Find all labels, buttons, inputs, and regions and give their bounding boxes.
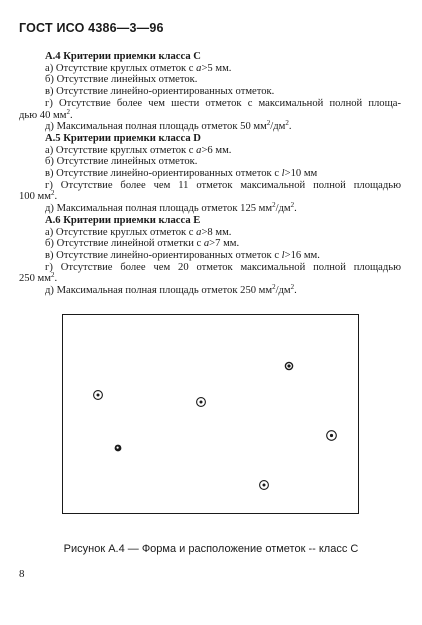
mark-4	[113, 443, 123, 453]
criterion-d-d-cont: 100 $мм^2$.	[19, 189, 58, 203]
criterion-c-d-cont: дью 40 $мм^2$.	[19, 107, 73, 121]
criterion-e-e: д) Максимальная полная площадь отметок 250 $мм^2/дм^2$.	[45, 283, 297, 297]
criterion-d-e: д) Максимальная полная площадь отметок 125 $мм^2/дм^2$.	[45, 201, 297, 215]
criterion-d-d: г) Отсутствие более чем 11 отметок максимальной полной площадью	[45, 179, 401, 191]
criterion-e-b: б) Отсутствие линейной отметки с а>7 мм.	[45, 238, 240, 250]
mark-5	[325, 429, 338, 442]
mark-3	[284, 361, 294, 371]
criterion-c-a: а) Отсутствие круглых отметок с а>5 мм.	[45, 62, 232, 74]
criterion-e-a: а) Отсутствие круглых отметок с а>8 мм.	[45, 226, 232, 238]
mark-1	[92, 389, 104, 401]
document-header: ГОСТ ИСО 4386—3—96	[19, 21, 164, 35]
marks-figure-frame	[62, 314, 359, 514]
criterion-e-c: в) Отсутствие линейно-ориентированных отметок с l>16 мм.	[45, 249, 320, 261]
section-heading-class-d: А.5 Критерии приемки класса D	[45, 132, 201, 144]
criterion-c-d: г) Отсутствие более чем шести отметок с максимальной полной площа-	[45, 97, 401, 109]
section-heading-class-e: А.6 Критерии приемки класса Е	[45, 214, 201, 226]
criteria-text	[19, 51, 401, 297]
figure-caption: Рисунок А.4 — Форма и расположение отметок -- класс С	[63, 543, 359, 555]
criterion-d-a: а) Отсутствие круглых отметок с а>6 мм.	[45, 144, 232, 156]
criterion-c-b: б) Отсутствие линейных отметок.	[45, 74, 198, 86]
criterion-c-e: д) Максимальная полная площадь отметок 50 $мм^2/дм^2$.	[45, 119, 292, 133]
section-heading-class-c: А.4 Критерии приемки класса С	[45, 51, 201, 62]
criterion-e-d-cont: 250 $мм^2$.	[19, 271, 58, 285]
criterion-d-c: в) Отсутствие линейно-ориентированных отметок с l>10 мм	[45, 168, 318, 180]
mark-6	[258, 479, 270, 491]
criterion-d-b: б) Отсутствие линейных отметок.	[45, 156, 198, 168]
mark-2	[195, 396, 207, 408]
criterion-e-d: г) Отсутствие более чем 20 отметок максимальной полной площадью	[45, 261, 401, 273]
page-number: 8	[19, 568, 25, 580]
criterion-c-c: в) Отсутствие линейно-ориентированных отметок.	[45, 86, 275, 98]
